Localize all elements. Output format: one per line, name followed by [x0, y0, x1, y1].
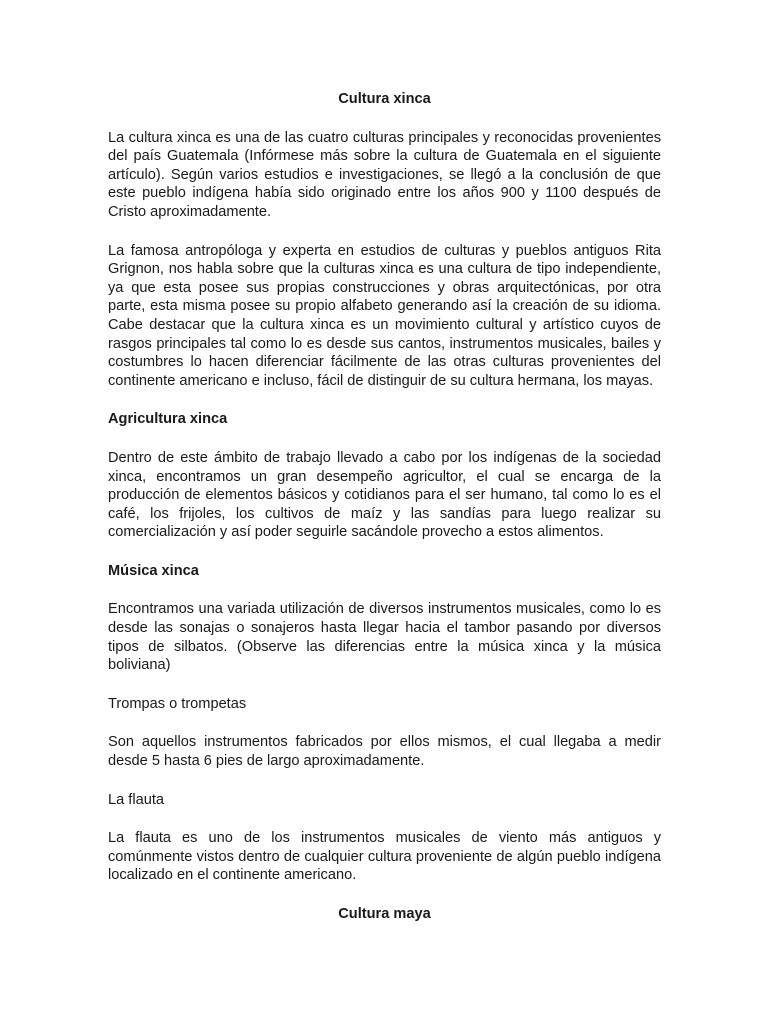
second-paragraph: La famosa antropóloga y experta en estudios de culturas y pueblos antiguos Rita Grignon, nos habla sobre que la culturas xinca es una cultura de tipo independiente, ya que esta posee sus propias construcciones y obras arquitectónicas, por otra parte, esta misma posee su propio alfabeto generando así la creación de su idioma. Cabe destacar que la cultura xinca es un movimiento cultural y artístico cuyos de rasgos principales tal como lo es desde sus cantos, instrumentos musicales, bailes y costumbres lo hacen diferenciar fácilmente de las otras culturas provenientes del continente americano e incluso, fácil de distinguir de su cultura hermana, los mayas.	[108, 242, 661, 389]
trumpets-label: Trompas o trompetas	[108, 695, 247, 712]
music-heading: Música xinca	[108, 562, 199, 579]
agriculture-heading: Agricultura xinca	[108, 411, 228, 428]
agriculture-paragraph: Dentro de este ámbito de trabajo llevado a cabo por los indígenas de la sociedad xinca, encontramos un gran desempeño agricultor, el cual se encarga de la producción de elementos básicos y cotidianos para el ser humano, tal como lo es el café, los frijoles, los cultivos de maíz y las sandías para luego realizar su comercialización y así poder seguirle sacándole provecho a estos alimentos.	[108, 449, 661, 541]
music-paragraph: Encontramos una variada utilización de diversos instrumentos musicales, como lo es desde las sonajas o sonajeros hasta llegar hacia el tambor pasando por diversos tipos de silbatos. (Observe las diferencias entre la música xinca y la música boliviana)	[108, 601, 661, 674]
next-section-title: Cultura maya	[338, 906, 431, 922]
trumpets-paragraph: Son aquellos instrumentos fabricados por ellos mismos, el cual llegaba a medir desde 5 hasta 6 pies de largo aproximadamente.	[108, 734, 661, 770]
document-page	[108, 90, 661, 944]
intro-paragraph: La cultura xinca es una de las cuatro culturas principales y reconocidas provenientes del país Guatemala (Infórmese más sobre la cultura de Guatemala en el siguiente artículo). Según varios estudios e investigaciones, se llegó a la conclusión de que este pueblo indígena había sido originado entre los años 900 y 1100 después de Cristo aproximadamente.	[108, 129, 661, 220]
page-title: Cultura xinca	[338, 91, 431, 107]
flute-label: La flauta	[108, 791, 164, 808]
flute-paragraph: La flauta es uno de los instrumentos musicales de viento más antiguos y comúnmente vistos dentro de cualquier cultura proveniente de algún pueblo indígena localizado en el continente americano.	[108, 830, 661, 884]
